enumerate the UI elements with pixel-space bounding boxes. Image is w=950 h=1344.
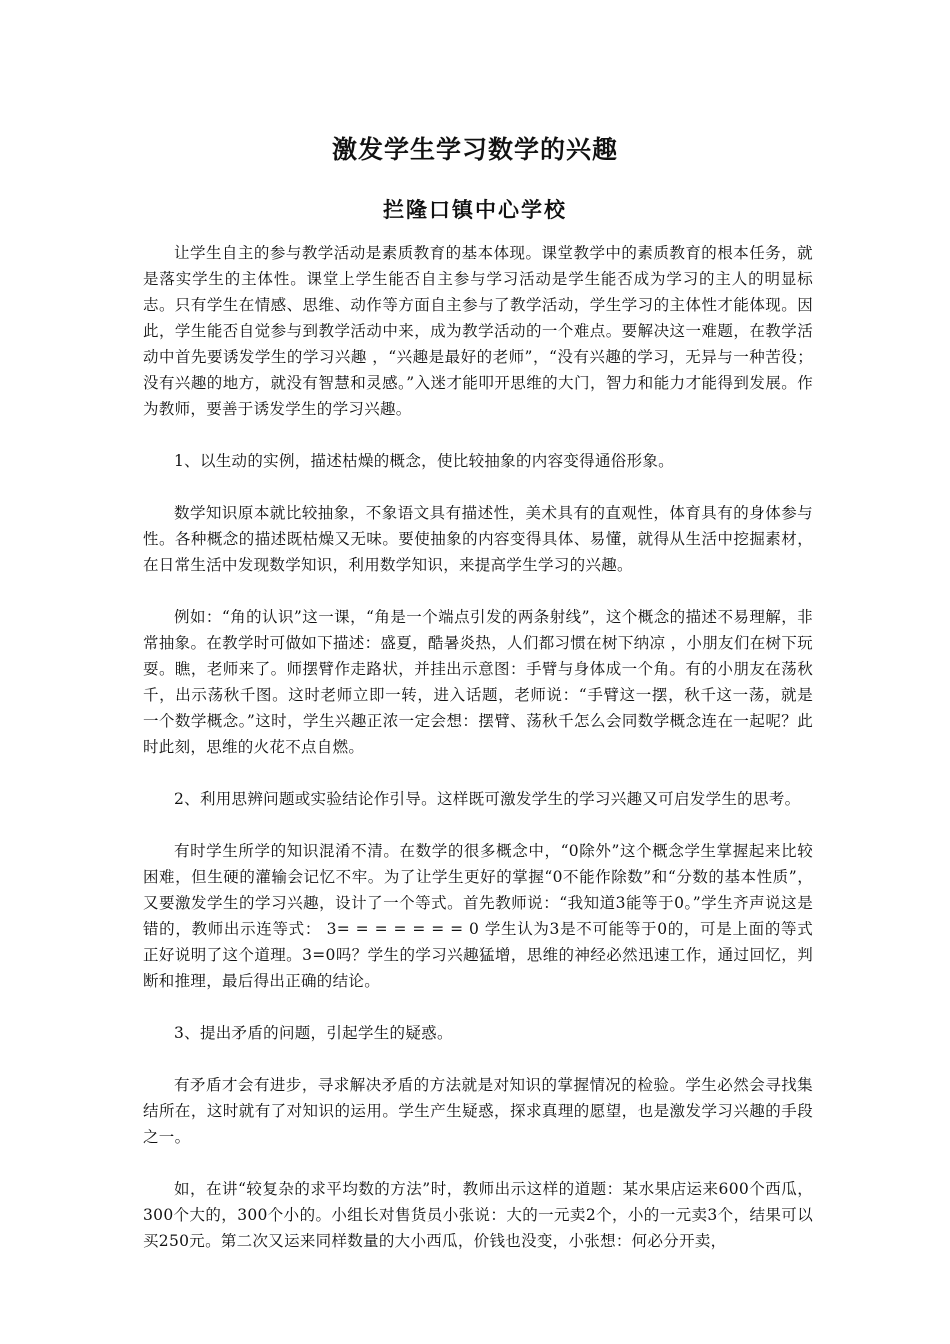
section-heading-2: 2、利用思辨问题或实验结论作引导。这样既可激发学生的学习兴趣又可启发学生的思考。 (174, 790, 801, 808)
paragraph-abstract-knowledge: 数学知识原本就比较抽象，不象语文具有描述性，美术具有的直观性，体育具有的身体参与性。各种概念的描述既枯燥又无味。要使抽象的内容变得具体、易懂，就得从生活中挖掘素材，在日常生活中发现数学知识，利用数学知识，来提高学生学习的兴趣。 (143, 504, 813, 574)
paragraph-contradiction: 有矛盾才会有进步，寻求解决矛盾的方法就是对知识的掌握情况的检验。学生必然会寻找集结所在，这时就有了对知识的运用。学生产生疑惑，探求真理的愿望，也是激发学习兴趣的手段之一。 (143, 1076, 813, 1146)
section-heading-1: 1、以生动的实例，描述枯燥的概念，使比较抽象的内容变得通俗形象。 (174, 452, 674, 470)
document-title: 激发学生学习数学的兴趣 (331, 135, 618, 164)
document-body (143, 240, 813, 1254)
paragraph-intro: 让学生自主的参与教学活动是素质教育的基本体现。课堂教学中的素质教育的根本任务，就是落实学生的主体性。课堂上学生能否自主参与学习活动是学生能否成为学习的主人的明显标志。只有学生在情感、思维、动作等方面自主参与了教学活动，学生学习的主体性才能体现。因此，学生能否自觉参与到教学活动中来，成为教学活动的一个难点。要解决这一难题，在教学活动中首先要诱发学生的学习兴趣 ，“兴趣是最好的老师”，“没有兴趣的学习，无异与一种苦役；没有兴趣的地方，就没有智慧和灵感。”入迷才能叩开思维的大门，智力和能力才能得到发展。作为教师，要善于诱发学生的学习兴趣。 (143, 244, 813, 418)
paragraph-angle-example: 例如：“角的认识”这一课，“角是一个端点引发的两条射线”，这个概念的描述不易理解，非常抽象。在教学时可做如下描述：盛夏，酷暑炎热，人们都习惯在树下纳凉 ，小朋友们在树下玩耍。瞧，老师来了。师摆臂作走路状，并挂出示意图：手臂与身体成一个角。有的小朋友在荡秋千，出示荡秋千图。这时老师立即一转，进入话题，老师说：“手臂这一摆，秋千这一荡，就是一个数学概念。”这时，学生兴趣正浓一定会想：摆臂、荡秋千怎么会同数学概念连在一起呢？此时此刻，思维的火花不点自燃。 (143, 608, 813, 756)
paragraph-zero-example: 有时学生所学的知识混淆不清。在数学的很多概念中，“0除外”这个概念学生掌握起来比较困难，但生硬的灌输会记忆不牢。为了让学生更好的掌握“0不能作除数”和“分数的基本性质”，又要激发学生的学习兴趣，设计了一个等式。首先教师说：“我知道3能等于0。”学生齐声说这是错的，教师出示连等式： 3= = = = = = = 0 学生认为3是不可能等于0的，可是上面的等式正好说明了这个道理。3=0吗？学生的学习兴趣猛增，思维的神经必然迅速工作，通过回忆，判断和推理，最后得出正确的结论。 (143, 842, 813, 990)
document-subtitle: 拦隆口镇中心学校 (383, 197, 567, 222)
section-heading-3: 3、提出矛盾的问题，引起学生的疑惑。 (174, 1024, 453, 1042)
paragraph-watermelon-example: 如，在讲“较复杂的求平均数的方法”时，教师出示这样的道题：某水果店运来600个西瓜，300个大的，300个小的。小组长对售货员小张说：大的一元卖2个，小的一元卖3个，结果可以买250元。第二次又运来同样数量的大小西瓜，价钱也没变，小张想：何必分开卖， (143, 1180, 813, 1250)
